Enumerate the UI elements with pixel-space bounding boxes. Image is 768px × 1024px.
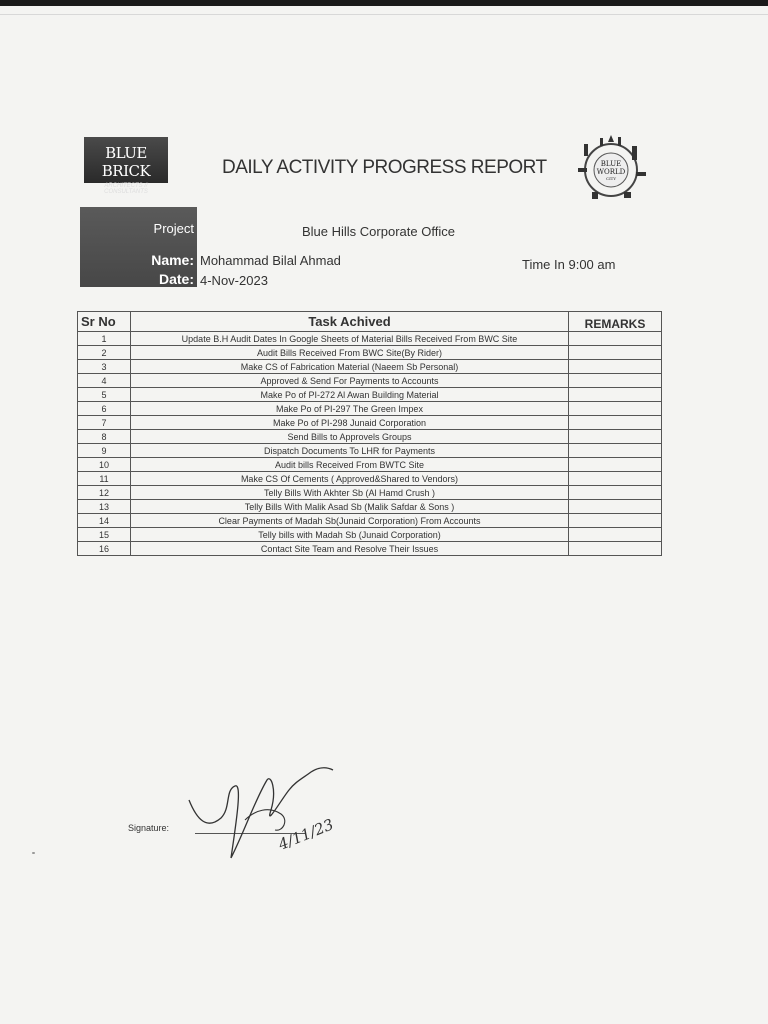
row-sr-no: 9 [78, 444, 131, 458]
date-value: 4-Nov-2023 [200, 273, 268, 288]
svg-text:WORLD: WORLD [596, 168, 626, 176]
time-in: Time In 9:00 am [522, 257, 616, 272]
scan-line [0, 14, 768, 15]
blue-world-city-logo [570, 134, 652, 210]
table-row [78, 444, 662, 458]
row-remarks [569, 388, 662, 402]
row-task: Telly Bills With Malik Asad Sb (Malik Safdar & Sons ) [131, 500, 569, 514]
table-row [78, 388, 662, 402]
col-task: Task Achived [131, 312, 569, 332]
row-remarks [569, 402, 662, 416]
table-row [78, 528, 662, 542]
row-task: Make Po of PI-297 The Green Impex [131, 402, 569, 416]
row-sr-no: 6 [78, 402, 131, 416]
signature-label: Signature: [128, 823, 170, 833]
info-label-box [80, 207, 197, 287]
row-task: Audit Bills Received From BWC Site(By Rider) [131, 346, 569, 360]
row-remarks [569, 528, 662, 542]
table-row [78, 332, 662, 346]
row-task: Audit bills Received From BWTC Site [131, 458, 569, 472]
row-remarks [569, 458, 662, 472]
name-value: Mohammad Bilal Ahmad [200, 253, 341, 268]
row-sr-no: 16 [78, 542, 131, 556]
date-label: Date: [158, 271, 194, 287]
row-remarks [569, 444, 662, 458]
row-sr-no: 15 [78, 528, 131, 542]
row-remarks [569, 374, 662, 388]
row-sr-no: 4 [78, 374, 131, 388]
row-task: Make Po of PI-272 Al Awan Building Material [131, 388, 569, 402]
table-row [78, 486, 662, 500]
row-remarks [569, 500, 662, 514]
row-task: Send Bills to Approvels Groups [131, 430, 569, 444]
row-remarks [569, 360, 662, 374]
table-row [78, 472, 662, 486]
project-value: Blue Hills Corporate Office [302, 224, 455, 239]
row-task: Clear Payments of Madah Sb(Junaid Corporation) From Accounts [131, 514, 569, 528]
logo-left-line1: BLUE BRICK [101, 144, 151, 180]
scan-edge [0, 0, 768, 6]
row-sr-no: 13 [78, 500, 131, 514]
row-task: Dispatch Documents To LHR for Payments [131, 444, 569, 458]
row-remarks [569, 542, 662, 556]
row-task: Make Po of PI-298 Junaid Corporation [131, 416, 569, 430]
row-task: Make CS of Fabrication Material (Naeem Sb Personal) [131, 360, 569, 374]
scan-speck [32, 852, 35, 854]
row-remarks [569, 472, 662, 486]
row-task: Telly bills with Madah Sb (Junaid Corporation) [131, 528, 569, 542]
table-row [78, 346, 662, 360]
task-table-body [78, 332, 662, 556]
handwritten-signature [185, 760, 345, 870]
table-row [78, 514, 662, 528]
row-remarks [569, 416, 662, 430]
name-label: Name: [151, 252, 194, 268]
col-sr-no: Sr No [78, 312, 131, 332]
project-label: Project [153, 221, 194, 236]
row-remarks [569, 486, 662, 500]
table-row [78, 458, 662, 472]
row-sr-no: 1 [78, 332, 131, 346]
row-sr-no: 11 [78, 472, 131, 486]
table-row [78, 542, 662, 556]
col-remarks: REMARKS [569, 312, 662, 332]
row-sr-no: 3 [78, 360, 131, 374]
row-sr-no: 8 [78, 430, 131, 444]
row-task: Make CS Of Cements ( Approved&Shared to Vendors) [131, 472, 569, 486]
table-row [78, 500, 662, 514]
table-row [78, 416, 662, 430]
row-sr-no: 12 [78, 486, 131, 500]
row-task: Contact Site Team and Resolve Their Issues [131, 542, 569, 556]
task-table [77, 311, 662, 556]
row-sr-no: 2 [78, 346, 131, 360]
row-task: Telly Bills With Akhter Sb (Al Hamd Crush ) [131, 486, 569, 500]
svg-text:CITY: CITY [606, 176, 616, 181]
table-row [78, 360, 662, 374]
row-task: Approved & Send For Payments to Accounts [131, 374, 569, 388]
row-remarks [569, 346, 662, 360]
table-row [78, 430, 662, 444]
table-row [78, 374, 662, 388]
table-row [78, 402, 662, 416]
table-header-row [78, 312, 662, 332]
row-remarks [569, 332, 662, 346]
logo-left-line2: ARCHITECTS // CONSULTANTS [104, 183, 148, 195]
row-task: Update B.H Audit Dates In Google Sheets of Material Bills Received From BWC Site [131, 332, 569, 346]
row-sr-no: 7 [78, 416, 131, 430]
svg-text:BLUE: BLUE [600, 160, 622, 168]
row-remarks [569, 430, 662, 444]
blue-brick-logo [84, 137, 168, 195]
row-remarks [569, 514, 662, 528]
svg-text:4/11/23: 4/11/23 [275, 815, 337, 854]
report-title: DAILY ACTIVITY PROGRESS REPORT [222, 157, 547, 178]
row-sr-no: 14 [78, 514, 131, 528]
row-sr-no: 10 [78, 458, 131, 472]
row-sr-no: 5 [78, 388, 131, 402]
